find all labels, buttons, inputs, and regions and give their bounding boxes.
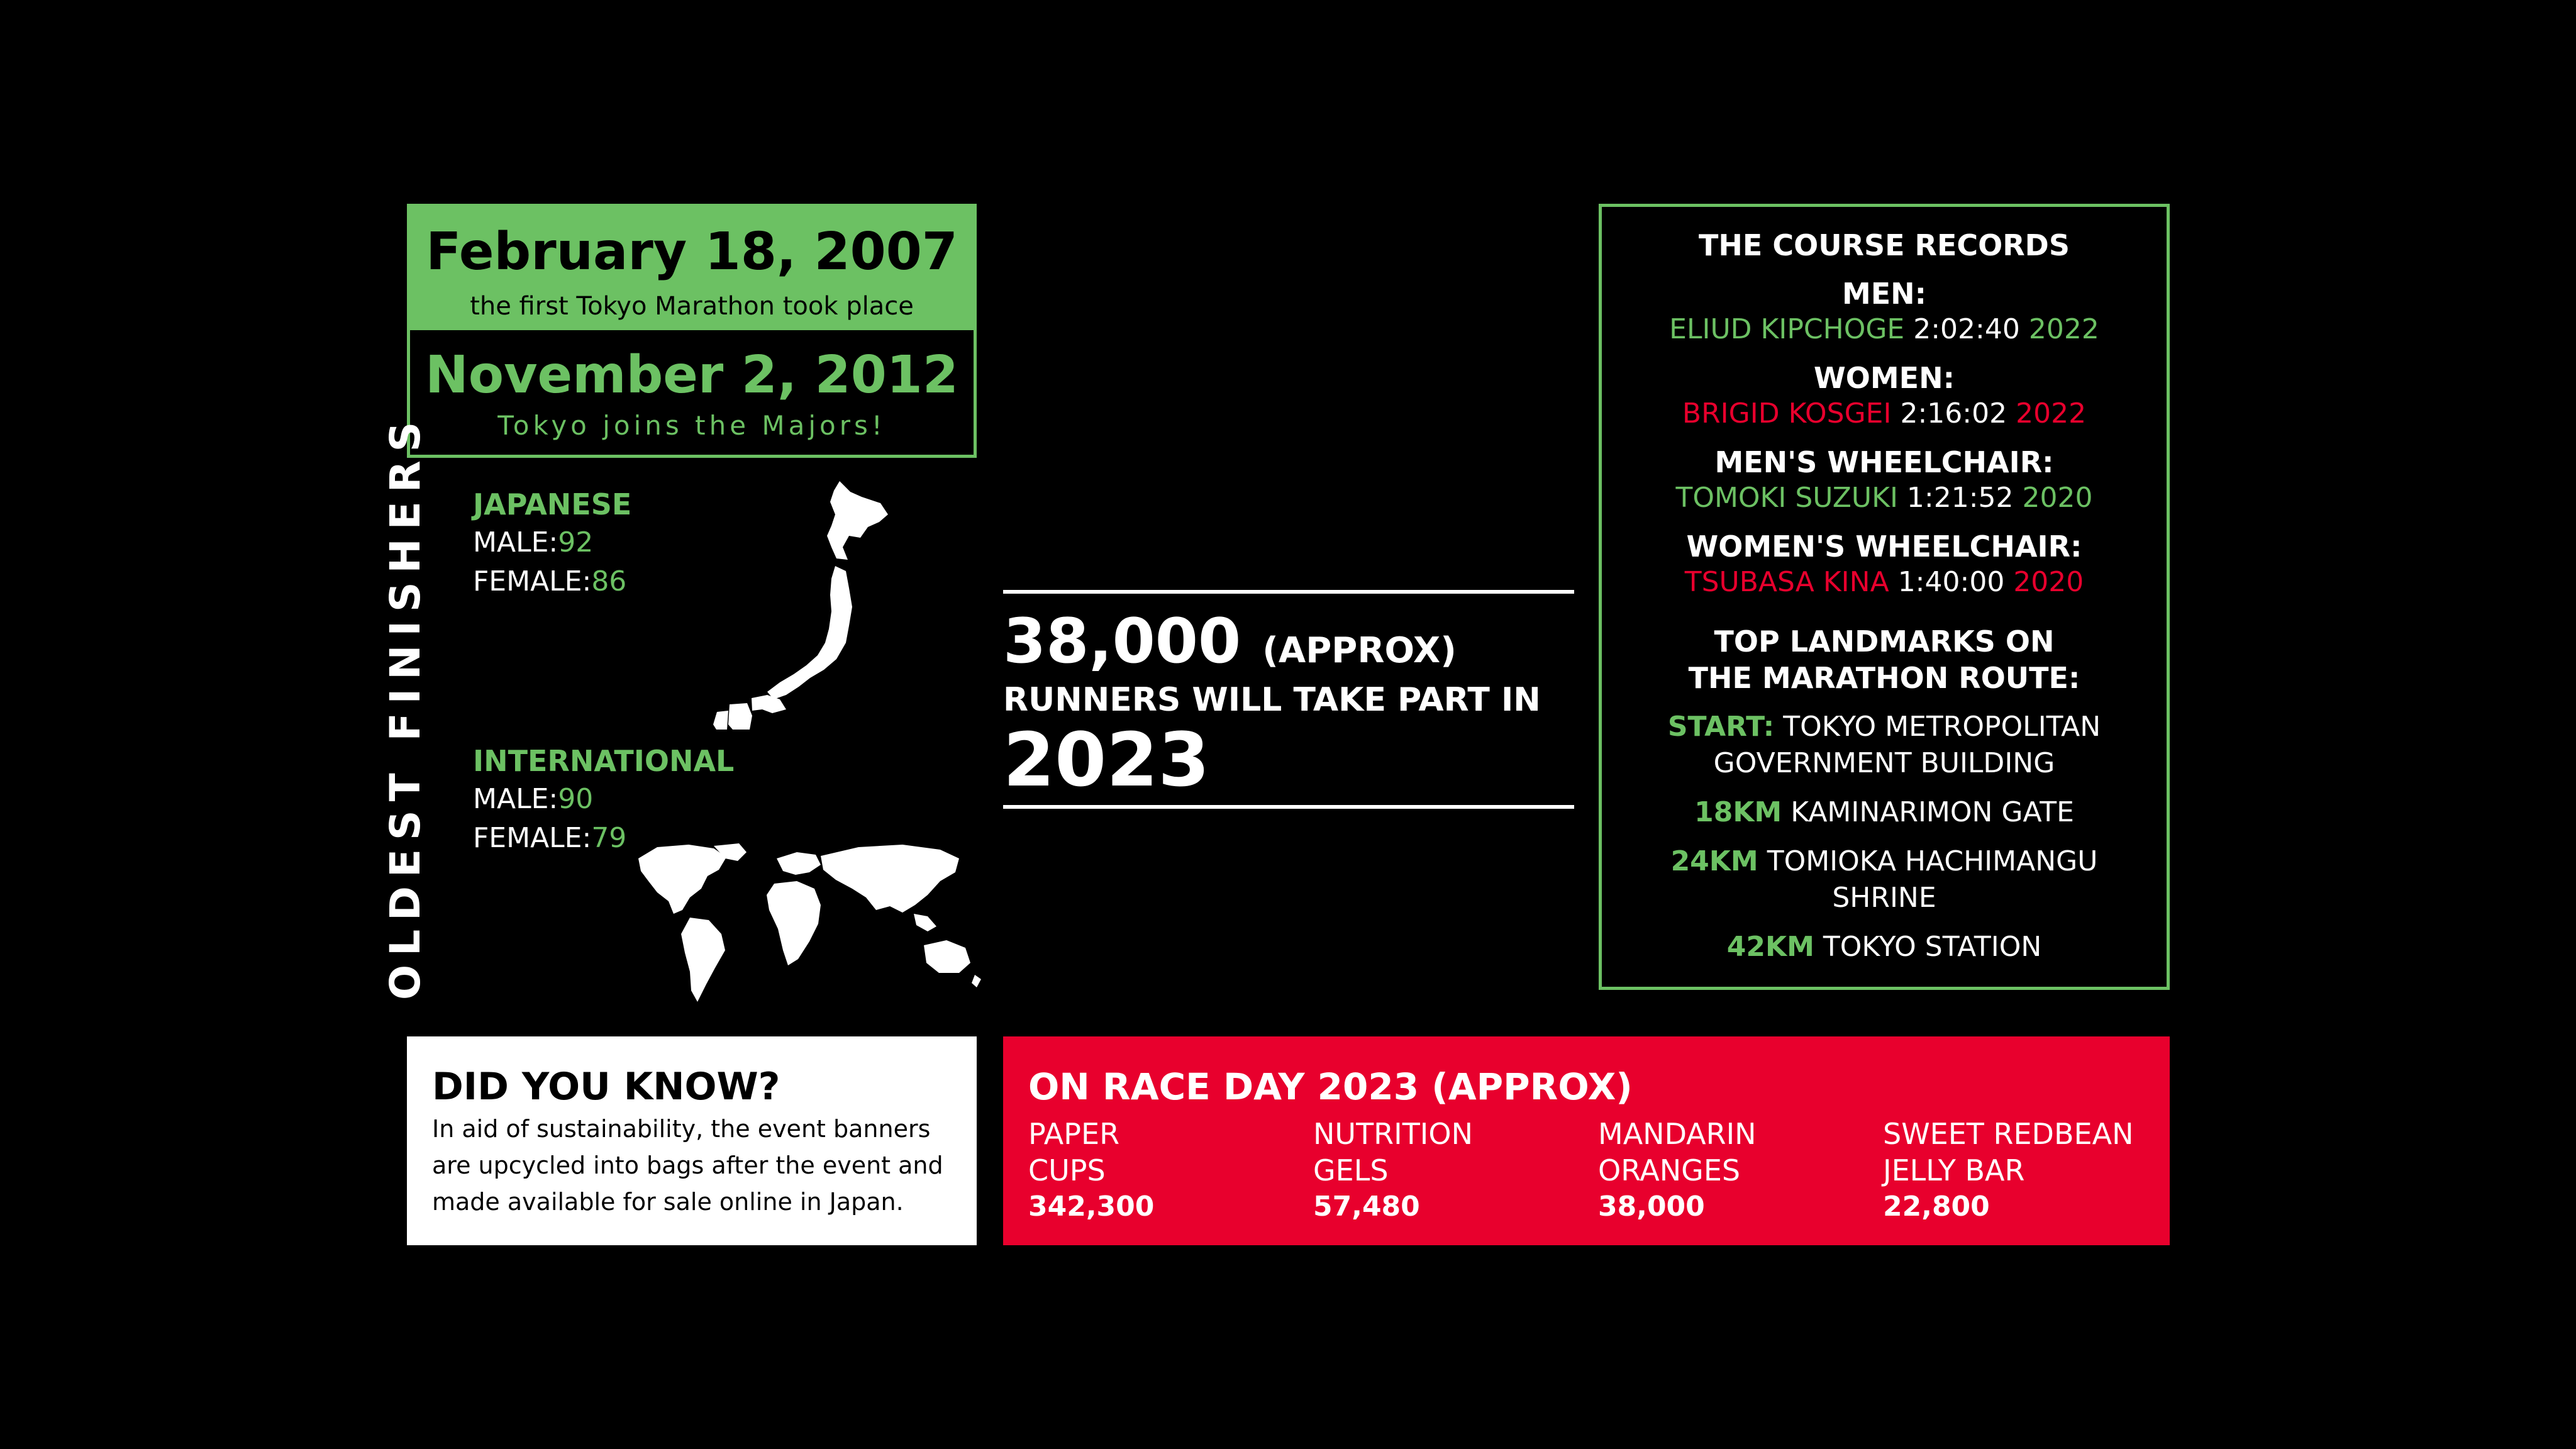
first-date: February 18, 2007 — [426, 222, 958, 282]
race-day-title: ON RACE DAY 2023 (APPROX) — [1028, 1065, 1633, 1108]
second-date-caption: Tokyo joins the Majors! — [497, 410, 886, 441]
landmark-name: TOKYO METROPOLITAN — [1783, 711, 2101, 743]
record-row — [1602, 480, 2167, 516]
record-category: WOMEN: — [1814, 361, 1955, 395]
japanese-female — [473, 562, 631, 601]
course-records-title: THE COURSE RECORDS — [1699, 228, 2070, 262]
record-name: TSUBASA KINA — [1684, 566, 1889, 598]
international-male-value: 90 — [558, 783, 594, 815]
landmark-item-continued: GOVERNMENT BUILDING — [1713, 747, 2055, 779]
race-day-item-value: 57,480 — [1313, 1191, 1420, 1223]
japan-map-icon — [692, 478, 918, 730]
second-date: November 2, 2012 — [425, 345, 958, 405]
runners-approx: (APPROX) — [1262, 630, 1457, 671]
race-day-item-label: CUPS — [1028, 1153, 1106, 1187]
record-time: 2:02:40 — [1913, 313, 2020, 345]
runners-bottom-rule — [1003, 805, 1574, 809]
race-day-item-label: JELLY BAR — [1883, 1153, 2025, 1187]
landmark-name: KAMINARIMON GATE — [1790, 796, 2074, 828]
race-day-box — [1003, 1036, 2170, 1245]
landmark-key: 42KM — [1726, 931, 1814, 963]
did-you-know-title: DID YOU KNOW? — [432, 1065, 780, 1109]
race-day-item-label: MANDARIN — [1598, 1117, 1757, 1151]
did-you-know-box — [407, 1036, 977, 1245]
first-date-panel — [410, 207, 974, 330]
record-row — [1602, 311, 2167, 348]
japanese-stats — [473, 486, 631, 601]
landmark-item-continued: SHRINE — [1832, 882, 1936, 914]
landmark-key: 18KM — [1694, 796, 1782, 828]
record-category: WOMEN'S WHEELCHAIR: — [1686, 530, 2082, 564]
record-row — [1602, 564, 2167, 601]
international-male-label: MALE: — [473, 783, 558, 815]
runners-count — [1003, 604, 1457, 689]
landmark-item — [1602, 843, 2167, 880]
record-year: 2020 — [2022, 482, 2093, 514]
landmark-name: TOMIOKA HACHIMANGU — [1767, 845, 2098, 877]
record-year: 2020 — [2013, 566, 2084, 598]
race-day-item — [1598, 1116, 1862, 1225]
landmark-item — [1602, 929, 2167, 965]
race-day-item-label: NUTRITION — [1313, 1117, 1473, 1151]
record-row — [1602, 396, 2167, 432]
race-day-item — [1313, 1116, 1577, 1225]
record-year: 2022 — [2016, 397, 2087, 430]
landmark-key: START: — [1667, 711, 1775, 743]
japanese-male-label: MALE: — [473, 526, 558, 558]
first-date-caption: the first Tokyo Marathon took place — [470, 292, 914, 321]
landmark-item — [1602, 709, 2167, 745]
international-female-label: FEMALE: — [473, 822, 592, 854]
runners-top-rule — [1003, 590, 1574, 594]
race-day-item-value: 22,800 — [1883, 1191, 1990, 1223]
record-time: 1:40:00 — [1897, 566, 2005, 598]
race-day-item — [1028, 1116, 1292, 1225]
race-day-item-label: GELS — [1313, 1153, 1389, 1187]
runners-year: 2023 — [1003, 716, 1210, 803]
race-day-item-label: SWEET REDBEAN — [1883, 1117, 2134, 1151]
record-time: 2:16:02 — [1900, 397, 2007, 430]
international-female-value: 79 — [591, 822, 627, 854]
did-you-know-line: In aid of sustainability, the event banners — [432, 1115, 931, 1143]
record-name: ELIUD KIPCHOGE — [1669, 313, 1905, 345]
did-you-know-line: made available for sale online in Japan. — [432, 1188, 904, 1216]
did-you-know-line: are upcycled into bags after the event and — [432, 1152, 943, 1179]
record-name: BRIGID KOSGEI — [1682, 397, 1892, 430]
japanese-male — [473, 523, 631, 562]
race-day-item-label: PAPER — [1028, 1117, 1120, 1151]
international-male — [473, 780, 734, 819]
race-day-item-value: 342,300 — [1028, 1191, 1155, 1223]
record-category: MEN'S WHEELCHAIR: — [1714, 445, 2054, 479]
dates-box — [407, 204, 977, 458]
race-day-item-label: ORANGES — [1598, 1153, 1741, 1187]
japanese-heading: JAPANESE — [473, 487, 632, 521]
world-map-icon — [632, 840, 984, 1006]
did-you-know-body — [432, 1111, 960, 1220]
runners-text: RUNNERS WILL TAKE PART IN — [1003, 681, 1541, 719]
record-year: 2022 — [2028, 313, 2099, 345]
oldest-finishers-label: OLDEST FINISHERS — [381, 413, 430, 1000]
landmark-item — [1602, 794, 2167, 831]
race-day-item — [1883, 1116, 2147, 1225]
record-time: 1:21:52 — [1906, 482, 2014, 514]
race-day-item-value: 38,000 — [1598, 1191, 1705, 1223]
landmark-key: 24KM — [1670, 845, 1758, 877]
runners-number: 38,000 — [1003, 606, 1241, 677]
landmarks-title-line2: THE MARATHON ROUTE: — [1688, 661, 2080, 695]
international-heading: INTERNATIONAL — [473, 744, 735, 778]
japanese-male-value: 92 — [558, 526, 594, 558]
record-category: MEN: — [1841, 277, 1927, 311]
japanese-female-value: 86 — [591, 565, 627, 597]
landmark-name: TOKYO STATION — [1823, 931, 2042, 963]
course-records-box — [1599, 204, 2170, 990]
record-name: TOMOKI SUZUKI — [1675, 482, 1898, 514]
landmarks-title-line1: TOP LANDMARKS ON — [1714, 625, 2055, 658]
japanese-female-label: FEMALE: — [473, 565, 592, 597]
